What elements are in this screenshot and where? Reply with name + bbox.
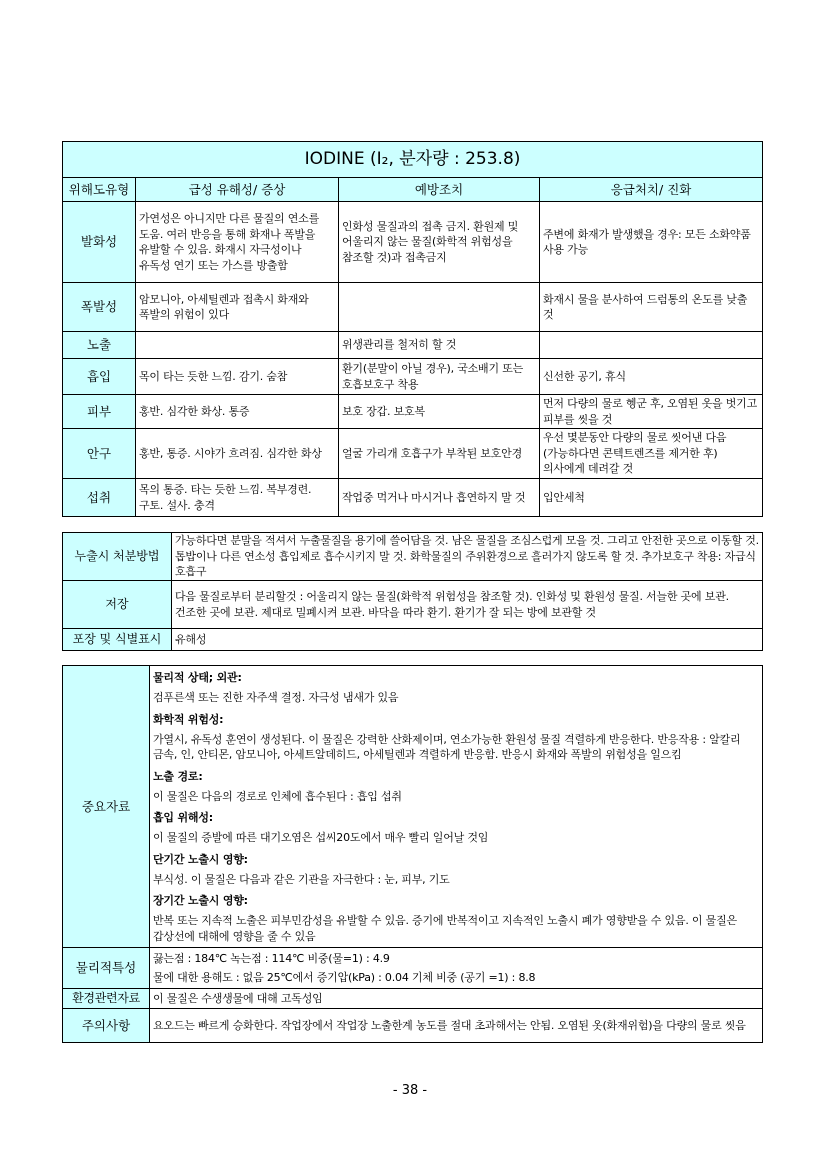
table-row bbox=[63, 283, 763, 332]
row-type: 흡입 bbox=[63, 359, 136, 395]
header-first-aid: 응급처치/ 진화 bbox=[540, 178, 763, 202]
section-heading: 흡입 위해성: bbox=[153, 811, 213, 824]
section-heading: 노출 경로: bbox=[153, 769, 203, 783]
spill-disposal-text: 가능하다면 분말을 적셔서 누출물질을 용기에 쓸어담을 것. 남은 물질을 조심스럽게 모을 것. 그리고 안전한 곳으로 이동할 것. 톱밥이나 다른 연소성 흡입제로 흡수시키지 말 것. 화학물질의 주위환경으로 흘러가지 않도록 할 것. 추가보호구 착용: 자급식 호흡구 bbox=[172, 533, 763, 581]
row-first-aid bbox=[540, 332, 763, 359]
table-row bbox=[63, 581, 763, 629]
header-hazard-type: 위해도유형 bbox=[63, 178, 136, 202]
section-heading: 장기간 노출시 영향: bbox=[153, 894, 248, 907]
spill-disposal-label: 누출시 처분방법 bbox=[63, 533, 172, 581]
row-type: 노출 bbox=[63, 332, 136, 359]
section-body: 이 물질의 증발에 따른 대기오염은 섭씨20도에서 매우 빨리 일어날 것임 bbox=[153, 831, 489, 844]
table-row bbox=[63, 202, 763, 283]
table-row bbox=[63, 332, 763, 359]
caution-label: 주의사항 bbox=[63, 1009, 150, 1043]
row-type: 폭발성 bbox=[63, 283, 136, 332]
row-first-aid: 먼저 다량의 물로 헹군 후, 오염된 옷을 벗기고 피부를 씻을 것 bbox=[540, 395, 763, 429]
hazard-table bbox=[62, 141, 763, 517]
row-prevention: 인화성 물질과의 접촉 금지. 환원제 및 어울리지 않는 물질(화학적 위험성을 참조할 것)과 접촉금지 bbox=[339, 202, 540, 283]
row-prevention: 환기(분말이 아닐 경우), 국소배기 또는 호흡보호구 착용 bbox=[339, 359, 540, 395]
section-heading: 화학적 위험성: bbox=[153, 712, 224, 726]
table-row bbox=[63, 479, 763, 517]
row-symptom: 암모니아, 아세틸렌과 접촉시 화재와 폭발의 위험이 있다 bbox=[136, 283, 339, 332]
row-prevention bbox=[339, 283, 540, 332]
row-first-aid: 화재시 물을 분사하여 드럼통의 온도를 낮출 것 bbox=[540, 283, 763, 332]
table-row bbox=[63, 1009, 763, 1043]
important-data-content bbox=[150, 666, 763, 948]
row-symptom: 가연성은 아니지만 다른 물질의 연소를 도움. 여러 반응을 통해 화재나 폭발을 유발할 수 있음. 화재시 자극성이나 유독성 연기 또는 가스를 방출함 bbox=[136, 202, 339, 283]
row-prevention: 얼굴 가리개 호흡구가 부착된 보호안경 bbox=[339, 429, 540, 479]
packaging-label: 포장 및 식별표시 bbox=[63, 629, 172, 651]
important-data-label: 중요자료 bbox=[63, 666, 150, 948]
table-row bbox=[63, 948, 763, 989]
table-row bbox=[63, 359, 763, 395]
section-heading: 물리적 상태; 외관: bbox=[153, 671, 242, 684]
row-symptom: 홍반, 통증. 시야가 흐려짐. 심각한 화상 bbox=[136, 429, 339, 479]
section-body: 검푸른색 또는 진한 자주색 결정. 자극성 냄새가 있음 bbox=[153, 691, 399, 704]
row-prevention: 보호 장갑. 보호복 bbox=[339, 395, 540, 429]
row-type: 섭취 bbox=[63, 479, 136, 517]
storage-label: 저장 bbox=[63, 581, 172, 629]
table-row bbox=[63, 533, 763, 581]
table-row bbox=[63, 629, 763, 651]
environment-text: 이 물질은 수생생물에 대해 고독성임 bbox=[150, 989, 763, 1009]
table-row bbox=[63, 989, 763, 1009]
physical-line-1: 끓는점 : 184℃ 녹는점 : 114℃ 비중(물=1) : 4.9 bbox=[153, 952, 390, 965]
header-acute-symptoms: 급성 유해성/ 증상 bbox=[136, 178, 339, 202]
row-first-aid: 우선 몇분동안 다량의 물로 씻어낸 다음(가능하다면 콘텍트렌즈를 제거한 후) 의사에게 데려갈 것 bbox=[540, 429, 763, 479]
row-type: 발화성 bbox=[63, 202, 136, 283]
section-heading: 단기간 노출시 영향: bbox=[153, 852, 248, 866]
row-symptom: 목이 타는 듯한 느낌. 감기. 숨참 bbox=[136, 359, 339, 395]
section-body: 이 물질은 다음의 경로로 인체에 흡수된다 : 흡입 섭취 bbox=[153, 789, 402, 803]
row-symptom bbox=[136, 332, 339, 359]
row-first-aid: 주변에 화재가 발생했을 경우: 모든 소화약품 사용 가능 bbox=[540, 202, 763, 283]
row-symptom: 홍반. 심각한 화상. 통증 bbox=[136, 395, 339, 429]
row-first-aid: 신선한 공기, 휴식 bbox=[540, 359, 763, 395]
row-symptom: 목의 통증. 타는 듯한 느낌. 복부경련. 구토. 설사. 충격 bbox=[136, 479, 339, 517]
table-row bbox=[63, 666, 763, 948]
row-prevention: 위생관리를 철저히 할 것 bbox=[339, 332, 540, 359]
environment-label: 환경관련자료 bbox=[63, 989, 150, 1009]
row-type: 안구 bbox=[63, 429, 136, 479]
row-prevention: 작업중 먹거나 마시거나 흡연하지 말 것 bbox=[339, 479, 540, 517]
table-row bbox=[63, 395, 763, 429]
row-type: 피부 bbox=[63, 395, 136, 429]
section-body: 가열시, 유독성 훈연이 생성된다. 이 물질은 강력한 산화제이며, 연소가능한 환원성 물질 격렬하게 반응한다. 반응작용 : 알칼리 금속, 인, 안티몬, 암모니아, 아세트알데히드, 아세틸렌과 격렬하게 반응함. 반응시 화재와 폭발의 위험성을 일으킴 bbox=[153, 732, 741, 761]
chemical-title: IODINE (I₂, 분자량 : 253.8) bbox=[63, 142, 763, 178]
page-number: - 38 - bbox=[392, 1083, 428, 1098]
table-row bbox=[63, 429, 763, 479]
header-prevention: 예방조치 bbox=[339, 178, 540, 202]
physical-properties-content bbox=[150, 948, 763, 989]
physical-properties-label: 물리적특성 bbox=[63, 948, 150, 989]
packaging-text: 유해성 bbox=[172, 629, 763, 651]
section-body: 반복 또는 지속적 노출은 피부민감성을 유발할 수 있음. 증기에 반복적이고 지속적인 노출시 폐가 영향받을 수 있음. 이 물질은 갑상선에 대해에 영향을 줄 수 있음 bbox=[153, 914, 737, 943]
physical-line-2: 물에 대한 용해도 : 없음 25℃에서 증기압(kPa) : 0.04 기체 비중 (공기 =1) : 8.8 bbox=[153, 971, 536, 984]
section-body: 부식성. 이 물질은 다음과 같은 기관을 자극한다 : 눈, 피부, 기도 bbox=[153, 872, 450, 886]
data-table bbox=[62, 665, 763, 1043]
storage-text: 다음 물질로부터 분리할것 : 어울리지 않는 물질(화학적 위험성을 참조할 것). 인화성 및 환원성 물질. 서늘한 곳에 보관. 건조한 곳에 보관. 제대로 밀폐시켜 보관. 바닥을 따라 환기. 환기가 잘 되는 방에 보관할 것 bbox=[172, 581, 763, 629]
row-first-aid: 입안세척 bbox=[540, 479, 763, 517]
handling-table bbox=[62, 532, 763, 651]
caution-text: 요오드는 빠르게 승화한다. 작업장에서 작업장 노출한계 농도를 절대 초과해서는 안됨. 오염된 옷(화재위험)을 다량의 물로 씻음 bbox=[150, 1009, 763, 1043]
